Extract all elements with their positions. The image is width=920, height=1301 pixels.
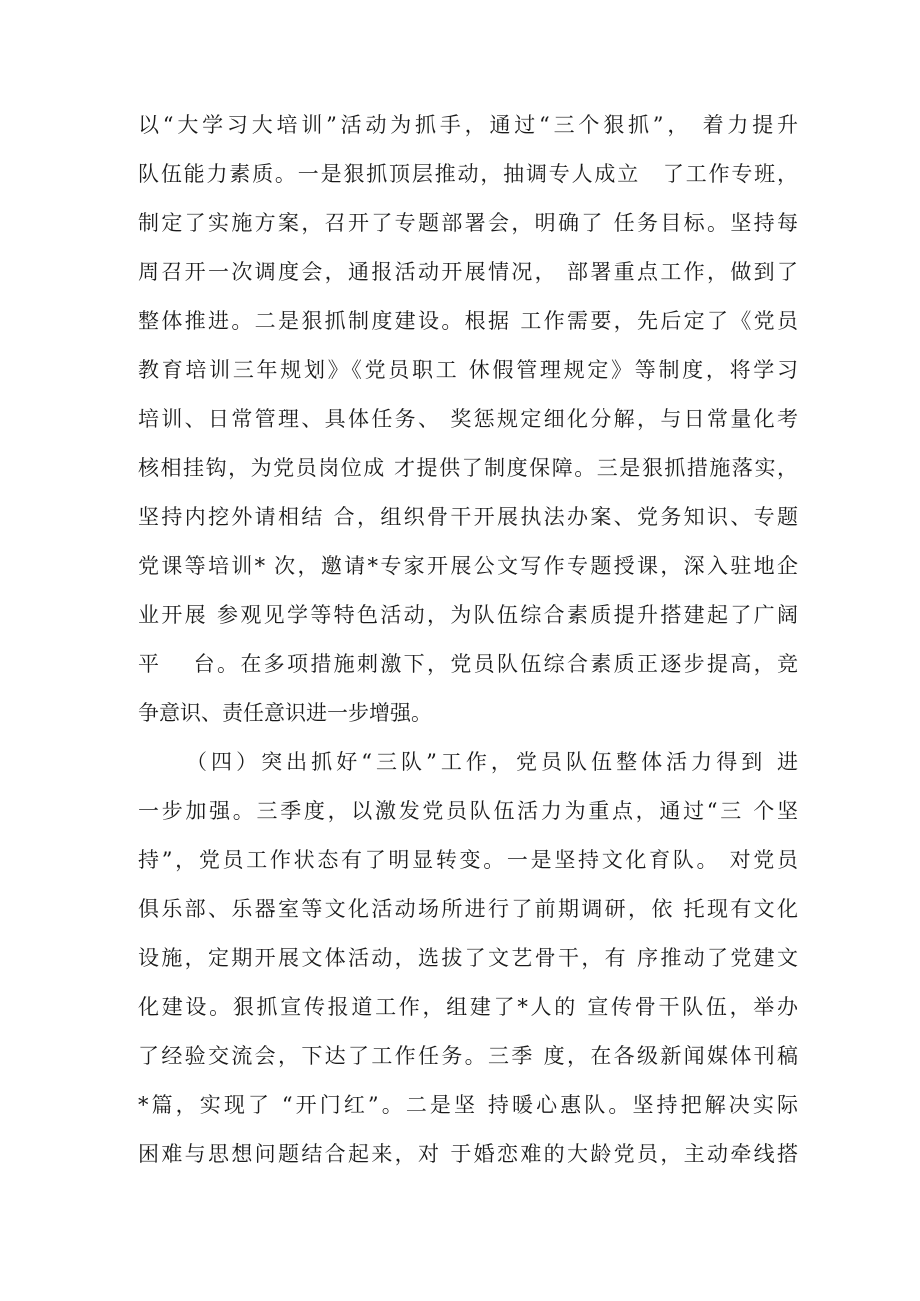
- paragraph-line: 核相挂钩，为党员岗位成 才提供了制度保障。三是狠抓措施落实，: [138, 456, 798, 480]
- paragraph-line: 党课等培训* 次，邀请*专家开展公文写作专题授课，深入驻地企: [138, 554, 798, 578]
- paragraph-line: 俱乐部、乐器室等文化活动场所进行了前期调研，依 托现有文化: [138, 897, 798, 921]
- paragraph-line: 制定了实施方案，召开了专题部署会，明确了 任务目标。坚持每: [138, 211, 798, 235]
- paragraph-line: 整体推进。二是狠抓制度建设。根据 工作需要，先后定了《党员: [138, 309, 798, 333]
- paragraph-line: 教育培训三年规划》《党员职工 休假管理规定》等制度，将学习: [138, 358, 798, 382]
- paragraph-line: 设施，定期开展文体活动，选拔了文艺骨干，有 序推动了党建文: [138, 946, 798, 970]
- paragraph-line: 培训、日常管理、具体任务、 奖惩规定细化分解，与日常量化考: [138, 407, 798, 431]
- paragraph-line: 持”，党员工作状态有了明显转变。一是坚持文化育队。 对党员: [138, 848, 798, 872]
- paragraph-line: 一步加强。三季度，以激发党员队伍活力为重点，通过“三 个坚: [138, 799, 798, 823]
- paragraph-line: 队伍能力素质。一是狠抓顶层推动，抽调专人成立 了工作专班，: [138, 162, 798, 186]
- paragraph-line: 周召开一次调度会，通报活动开展情况， 部署重点工作，做到了: [138, 260, 798, 284]
- paragraph-line: 困难与思想问题结合起来，对 于婚恋难的大龄党员，主动牵线搭: [138, 1142, 798, 1166]
- paragraph-line: 坚持内挖外请相结 合，组织骨干开展执法办案、党务知识、专题: [138, 505, 798, 529]
- paragraph-line: *篇，实现了 “开门红”。二是坚 持暖心惠队。坚持把解决实际: [138, 1093, 798, 1117]
- paragraph-line: 业开展 参观见学等特色活动，为队伍综合素质提升搭建起了广阔: [138, 603, 798, 627]
- paragraph-line: 化建设。狠抓宣传报道工作，组建了*人的 宣传骨干队伍，举办: [138, 995, 798, 1019]
- paragraph-line: 以“大学习大培训”活动为抓手，通过“三个狠抓”， 着力提升: [138, 113, 798, 137]
- paragraph-line: 了经验交流会，下达了工作任务。三季 度，在各级新闻媒体刊稿: [138, 1044, 798, 1068]
- section-heading-line: （四）突出抓好“三队”工作，党员队伍整体活力得到 进: [186, 750, 798, 774]
- paragraph-line-last: 争意识、责任意识进一步增强。: [138, 701, 432, 725]
- paragraph-line: 平 台。在多项措施刺激下，党员队伍综合素质正逐步提高，竞: [138, 652, 798, 676]
